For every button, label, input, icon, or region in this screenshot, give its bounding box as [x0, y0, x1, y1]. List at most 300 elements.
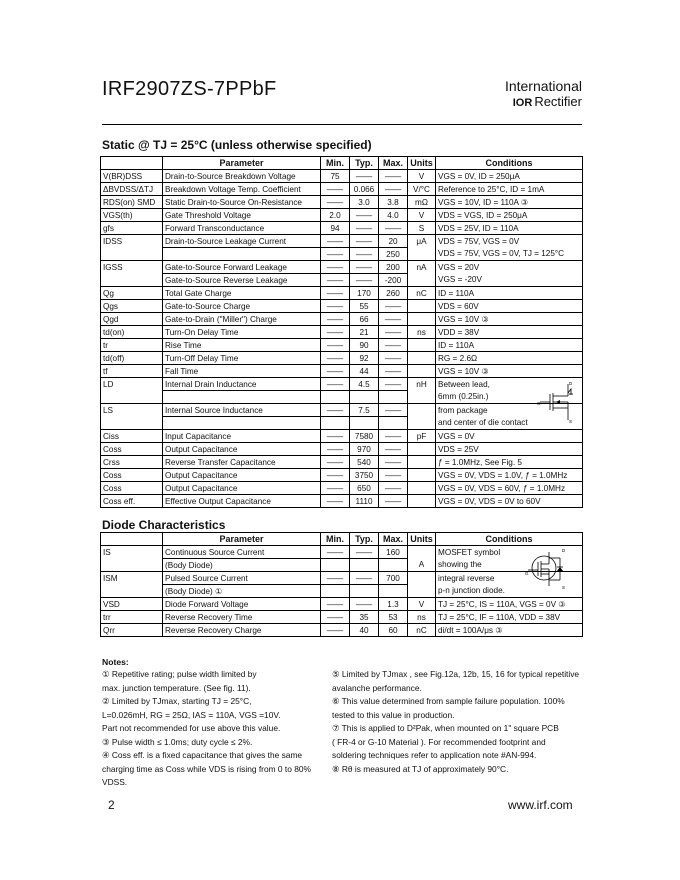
table-cell: ——: [379, 430, 408, 443]
table-cell: [101, 559, 163, 572]
note-line: ① Repetitive rating; pulse width limited by: [102, 669, 257, 679]
company-logo: [500, 78, 582, 111]
table-cell: tf: [101, 365, 163, 378]
table-cell: [379, 585, 408, 598]
table-cell: showing the: [436, 559, 583, 572]
table-cell: [408, 248, 436, 261]
table-cell: ——: [350, 248, 379, 261]
col-header: Typ.: [350, 533, 379, 546]
table-row: [101, 339, 583, 352]
table-cell: Qrr: [101, 624, 163, 637]
table-cell: Reference to 25°C, ID = 1mA: [436, 183, 583, 196]
note-line: ⑥ This value determined from sample failure population. 100%: [332, 696, 565, 706]
note-line: ② Limited by TJmax, starting TJ = 25°C,: [102, 696, 252, 706]
table-cell: [408, 274, 436, 287]
logo-line1: International: [504, 78, 582, 94]
header-rule: [102, 124, 582, 125]
table-row: [101, 248, 583, 261]
table-cell: 1.3: [379, 598, 408, 611]
table-cell: [408, 404, 436, 417]
table-cell: [350, 585, 379, 598]
table-cell: ——: [350, 209, 379, 222]
table-cell: 7.5: [350, 404, 379, 417]
table-cell: VDS = 75V, VGS = 0V, TJ = 125°C: [436, 248, 583, 261]
mosfet-symbol-icon: [536, 380, 580, 424]
diode-symbol-d-label: D: [562, 548, 566, 553]
table-cell: 160: [379, 546, 408, 559]
table-cell: [101, 248, 163, 261]
table-cell: RG = 2.6Ω: [436, 352, 583, 365]
table-cell: 7580: [350, 430, 379, 443]
logo-line2-wrap: [500, 94, 582, 111]
diode-symbol-s-label: S: [562, 585, 566, 590]
table-cell: ——: [321, 443, 350, 456]
table-cell: VGS = 0V, VDS = 60V, ƒ = 1.0MHz: [436, 482, 583, 495]
table-cell: [408, 572, 436, 585]
table-cell: TJ = 25°C, IF = 110A, VDD = 38V: [436, 611, 583, 624]
table-cell: ISM: [101, 572, 163, 585]
table-cell: 2.0: [321, 209, 350, 222]
table-cell: Output Capacitance: [163, 482, 321, 495]
table-cell: VDS = 25V: [436, 443, 583, 456]
table-cell: nH: [408, 378, 436, 391]
table-cell: [163, 417, 321, 430]
table-cell: [101, 274, 163, 287]
col-header: Parameter: [163, 533, 321, 546]
table-cell: ——: [379, 469, 408, 482]
table-cell: ——: [321, 378, 350, 391]
table-cell: VDS = 75V, VGS = 0V: [436, 235, 583, 248]
table-cell: [321, 417, 350, 430]
col-header: Conditions: [436, 533, 583, 546]
table-cell: VSD: [101, 598, 163, 611]
table-cell: MOSFET symbol: [436, 546, 583, 559]
table-cell: Internal Drain Inductance: [163, 378, 321, 391]
table-row: [101, 170, 583, 183]
table-cell: [321, 391, 350, 404]
symbol-g-label: G: [537, 401, 541, 406]
table-cell: nC: [408, 287, 436, 300]
table-cell: ——: [379, 352, 408, 365]
static-body: [101, 170, 583, 508]
notes-title: Notes:: [102, 657, 129, 667]
table-cell: 53: [379, 611, 408, 624]
table-cell: ——: [321, 274, 350, 287]
table-cell: VGS = 0V, VDS = 0V to 60V: [436, 495, 583, 508]
table-cell: Reverse Recovery Charge: [163, 624, 321, 637]
table-cell: TJ = 25°C, IS = 110A, VGS = 0V ③: [436, 598, 583, 611]
static-table: [100, 156, 583, 508]
table-cell: mΩ: [408, 196, 436, 209]
table-cell: Crss: [101, 456, 163, 469]
table-cell: ns: [408, 611, 436, 624]
table-cell: Output Capacitance: [163, 443, 321, 456]
table-row: [101, 624, 583, 637]
table-cell: 3750: [350, 469, 379, 482]
mosfet-diode-symbol-icon: [524, 546, 570, 590]
table-cell: A: [408, 559, 436, 572]
table-cell: Input Capacitance: [163, 430, 321, 443]
table-cell: Qgd: [101, 313, 163, 326]
table-cell: Turn-Off Delay Time: [163, 352, 321, 365]
table-cell: Gate Threshold Voltage: [163, 209, 321, 222]
table-row: [101, 611, 583, 624]
table-cell: ——: [350, 222, 379, 235]
table-row: [101, 313, 583, 326]
table-cell: 35: [350, 611, 379, 624]
notes-section: [102, 657, 582, 787]
table-row: [101, 572, 583, 585]
table-cell: 200: [379, 261, 408, 274]
notes-left-column: [102, 669, 338, 791]
note-line: tested to this value in production.: [332, 709, 455, 720]
table-cell: Coss eff.: [101, 495, 163, 508]
table-cell: [350, 559, 379, 572]
table-cell: 700: [379, 572, 408, 585]
table-cell: ——: [350, 598, 379, 611]
table-cell: VGS = 0V, ID = 250μA: [436, 170, 583, 183]
table-cell: 21: [350, 326, 379, 339]
table-cell: VGS = 10V ③: [436, 365, 583, 378]
table-cell: trr: [101, 611, 163, 624]
table-cell: ——: [321, 365, 350, 378]
col-header: Units: [408, 157, 436, 170]
table-cell: 40: [350, 624, 379, 637]
table-row: [101, 209, 583, 222]
table-cell: ——: [379, 222, 408, 235]
table-cell: ——: [321, 300, 350, 313]
table-cell: Qgs: [101, 300, 163, 313]
table-cell: ——: [350, 170, 379, 183]
logo-line2: Rectifier: [534, 94, 582, 109]
table-cell: [408, 339, 436, 352]
table-cell: S: [408, 222, 436, 235]
table-cell: [408, 443, 436, 456]
table-cell: Diode Forward Voltage: [163, 598, 321, 611]
table-cell: ——: [321, 196, 350, 209]
table-cell: Static Drain-to-Source On-Resistance: [163, 196, 321, 209]
note-line: ③ Pulse width ≤ 1.0ms; duty cycle ≤ 2%.: [102, 736, 253, 747]
table-cell: [163, 391, 321, 404]
footer-url[interactable]: www.irf.com: [508, 798, 573, 812]
table-cell: di/dt = 100A/μs ③: [436, 624, 583, 637]
table-cell: Internal Source Inductance: [163, 404, 321, 417]
table-cell: [408, 417, 436, 430]
col-header: Conditions: [436, 157, 583, 170]
table-cell: td(on): [101, 326, 163, 339]
col-header-symbol: [101, 157, 163, 170]
table-cell: 250: [379, 248, 408, 261]
note-line: charging time as Coss while VDS is rising from 0 to 80%: [102, 763, 311, 774]
symbol-d-label: D: [569, 381, 573, 386]
table-cell: LD: [101, 378, 163, 391]
table-cell: ——: [321, 352, 350, 365]
table-cell: Drain-to-Source Breakdown Voltage: [163, 170, 321, 183]
table-cell: ——: [321, 404, 350, 417]
table-cell: ——: [321, 624, 350, 637]
table-cell: [408, 469, 436, 482]
table-cell: ƒ = 1.0MHz, See Fig. 5: [436, 456, 583, 469]
col-header: Min.: [321, 157, 350, 170]
table-cell: [321, 559, 350, 572]
table-row: [101, 274, 583, 287]
table-row: [101, 326, 583, 339]
table-cell: Effective Output Capacitance: [163, 495, 321, 508]
table-row: [101, 196, 583, 209]
table-cell: ——: [379, 482, 408, 495]
table-cell: ——: [379, 456, 408, 469]
table-cell: 3.0: [350, 196, 379, 209]
table-cell: V/°C: [408, 183, 436, 196]
table-row: [101, 546, 583, 559]
note-line: ⑧ Rθ is measured at TJ of approximately 90°C.: [332, 763, 509, 774]
table-cell: ——: [379, 313, 408, 326]
table-cell: Drain-to-Source Leakage Current: [163, 235, 321, 248]
table-cell: ——: [321, 611, 350, 624]
table-row: [101, 598, 583, 611]
table-cell: ——: [321, 469, 350, 482]
note-line: ( FR-4 or G-10 Material ). For recommended footprint and: [332, 736, 546, 747]
table-cell: 94: [321, 222, 350, 235]
table-cell: [350, 391, 379, 404]
table-row: [101, 235, 583, 248]
table-cell: [379, 417, 408, 430]
table-cell: ——: [321, 482, 350, 495]
diode-header-row: [101, 533, 583, 546]
table-cell: [379, 391, 408, 404]
note-line: avalanche performance.: [332, 682, 422, 693]
table-cell: [408, 365, 436, 378]
table-cell: ——: [321, 495, 350, 508]
table-cell: Breakdown Voltage Temp. Coefficient: [163, 183, 321, 196]
table-cell: ——: [350, 572, 379, 585]
table-cell: [408, 391, 436, 404]
table-cell: ID = 110A: [436, 339, 583, 352]
table-cell: ——: [321, 339, 350, 352]
table-cell: ——: [379, 443, 408, 456]
table-cell: Reverse Transfer Capacitance: [163, 456, 321, 469]
table-cell: VDS = 60V: [436, 300, 583, 313]
table-cell: [408, 585, 436, 598]
note-line: ④ Coss eff. is a fixed capacitance that gives the same: [102, 750, 303, 760]
table-cell: 55: [350, 300, 379, 313]
table-cell: V: [408, 170, 436, 183]
table-row: [101, 222, 583, 235]
table-cell: 6mm (0.25in.): [436, 391, 583, 404]
table-cell: ——: [321, 456, 350, 469]
table-cell: 4.5: [350, 378, 379, 391]
table-cell: [408, 352, 436, 365]
table-row: [101, 365, 583, 378]
table-cell: [408, 482, 436, 495]
table-cell: gfs: [101, 222, 163, 235]
table-cell: [101, 417, 163, 430]
table-cell: p-n junction diode.: [436, 585, 583, 598]
notes-right-column: [332, 669, 584, 777]
table-cell: Ciss: [101, 430, 163, 443]
table-cell: ——: [379, 378, 408, 391]
table-cell: ——: [321, 546, 350, 559]
col-header: Max.: [379, 157, 408, 170]
table-cell: VGS = 0V: [436, 430, 583, 443]
table-cell: nC: [408, 624, 436, 637]
table-cell: [408, 313, 436, 326]
table-cell: Pulsed Source Current: [163, 572, 321, 585]
table-cell: 650: [350, 482, 379, 495]
table-cell: ——: [350, 261, 379, 274]
table-cell: IDSS: [101, 235, 163, 248]
table-cell: ——: [379, 300, 408, 313]
table-cell: [163, 248, 321, 261]
table-cell: 1110: [350, 495, 379, 508]
table-row: [101, 287, 583, 300]
table-cell: VDS = 25V, ID = 110A: [436, 222, 583, 235]
table-cell: integral reverse: [436, 572, 583, 585]
table-row: [101, 585, 583, 598]
table-cell: Coss: [101, 443, 163, 456]
table-row: [101, 378, 583, 391]
static-header-row: [101, 157, 583, 170]
table-cell: nA: [408, 261, 436, 274]
table-cell: Turn-On Delay Time: [163, 326, 321, 339]
col-header: Max.: [379, 533, 408, 546]
table-cell: ——: [350, 235, 379, 248]
table-cell: 3.8: [379, 196, 408, 209]
table-cell: 260: [379, 287, 408, 300]
table-cell: Forward Transconductance: [163, 222, 321, 235]
table-cell: Between lead,: [436, 378, 583, 391]
table-row: [101, 495, 583, 508]
table-cell: ——: [321, 261, 350, 274]
table-cell: 540: [350, 456, 379, 469]
table-cell: ——: [379, 326, 408, 339]
table-cell: [408, 495, 436, 508]
table-cell: ——: [321, 326, 350, 339]
col-header-symbol: [101, 533, 163, 546]
table-cell: 44: [350, 365, 379, 378]
note-line: ⑦ This is applied to D²Pak, when mounted on 1" square PCB: [332, 723, 559, 733]
table-cell: tr: [101, 339, 163, 352]
table-cell: IS: [101, 546, 163, 559]
table-cell: Reverse Recovery Time: [163, 611, 321, 624]
table-cell: ——: [321, 430, 350, 443]
table-cell: 20: [379, 235, 408, 248]
table-cell: V: [408, 209, 436, 222]
diode-body: [101, 546, 583, 637]
note-line: L=0.026mH, RG = 25Ω, IAS = 110A, VGS =10V.: [102, 709, 281, 720]
table-cell: ——: [321, 572, 350, 585]
table-cell: 90: [350, 339, 379, 352]
table-cell: ——: [321, 183, 350, 196]
table-cell: 970: [350, 443, 379, 456]
table-cell: Gate-to-Source Charge: [163, 300, 321, 313]
table-cell: Coss: [101, 469, 163, 482]
table-cell: ——: [321, 287, 350, 300]
note-line: soldering techniques refer to application note #AN-994.: [332, 750, 537, 760]
table-cell: [350, 417, 379, 430]
table-row: [101, 404, 583, 417]
table-cell: ——: [379, 339, 408, 352]
table-cell: ——: [379, 404, 408, 417]
table-cell: [408, 456, 436, 469]
table-cell: 170: [350, 287, 379, 300]
table-cell: [408, 300, 436, 313]
table-cell: ΔBVDSS/ΔTJ: [101, 183, 163, 196]
table-cell: VGS = 10V, ID = 110A ③: [436, 196, 583, 209]
table-row: [101, 300, 583, 313]
table-cell: 75: [321, 170, 350, 183]
table-cell: td(off): [101, 352, 163, 365]
table-cell: [379, 559, 408, 572]
logo-mark: IOR: [512, 97, 533, 109]
table-cell: μA: [408, 235, 436, 248]
table-cell: V(BR)DSS: [101, 170, 163, 183]
symbol-s-label: S: [569, 419, 573, 424]
table-row: [101, 559, 583, 572]
table-row: [101, 430, 583, 443]
table-cell: [101, 391, 163, 404]
col-header: Units: [408, 533, 436, 546]
page-number: 2: [108, 798, 115, 812]
table-cell: 92: [350, 352, 379, 365]
table-cell: [408, 546, 436, 559]
diode-section-title: Diode Characteristics: [102, 518, 226, 532]
table-cell: Gate-to-Drain ("Miller") Charge: [163, 313, 321, 326]
table-cell: ——: [350, 546, 379, 559]
table-cell: [101, 585, 163, 598]
table-row: [101, 352, 583, 365]
table-cell: IGSS: [101, 261, 163, 274]
table-cell: Rise Time: [163, 339, 321, 352]
table-cell: ——: [379, 170, 408, 183]
table-cell: 60: [379, 624, 408, 637]
table-cell: Fall Time: [163, 365, 321, 378]
table-cell: [321, 585, 350, 598]
table-row: [101, 183, 583, 196]
table-cell: LS: [101, 404, 163, 417]
table-cell: VDD = 38V: [436, 326, 583, 339]
table-cell: ——: [350, 274, 379, 287]
table-cell: ns: [408, 326, 436, 339]
part-number: IRF2907ZS-7PPbF: [102, 78, 277, 100]
table-cell: ——: [321, 248, 350, 261]
table-row: [101, 469, 583, 482]
table-row: [101, 391, 583, 404]
col-header: Typ.: [350, 157, 379, 170]
table-row: [101, 261, 583, 274]
table-row: [101, 443, 583, 456]
table-cell: ——: [379, 183, 408, 196]
table-cell: VDS = VGS, ID = 250μA: [436, 209, 583, 222]
table-cell: and center of die contact: [436, 417, 583, 430]
table-cell: VGS = 10V ③: [436, 313, 583, 326]
col-header: Min.: [321, 533, 350, 546]
table-cell: pF: [408, 430, 436, 443]
static-section-title: Static @ TJ = 25°C (unless otherwise specified): [102, 138, 372, 152]
table-cell: ——: [379, 365, 408, 378]
table-cell: ——: [379, 495, 408, 508]
table-cell: from package: [436, 404, 583, 417]
diode-symbol-g-label: G: [525, 571, 529, 576]
table-cell: VGS = -20V: [436, 274, 583, 287]
table-cell: RDS(on) SMD: [101, 196, 163, 209]
table-cell: Continuous Source Current: [163, 546, 321, 559]
table-cell: ID = 110A: [436, 287, 583, 300]
table-cell: (Body Diode) ①: [163, 585, 321, 598]
note-line: ⑤ Limited by TJmax , see Fig.12a, 12b, 15, 16 for typical repetitive: [332, 669, 580, 679]
table-cell: -200: [379, 274, 408, 287]
table-cell: Gate-to-Source Reverse Leakage: [163, 274, 321, 287]
